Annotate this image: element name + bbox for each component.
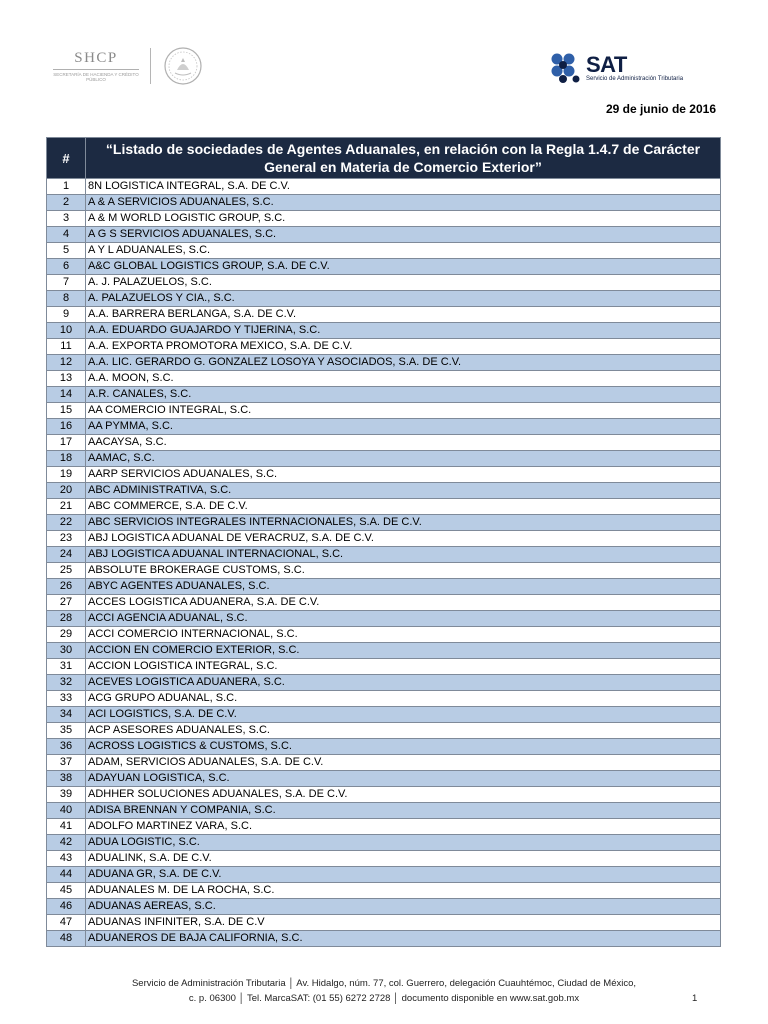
row-number: 2 [47, 195, 86, 211]
company-name: ADUANALES M. DE LA ROCHA, S.C. [86, 883, 721, 899]
row-number: 8 [47, 291, 86, 307]
sat-logo-subtext: Servicio de Administración Tributaria [586, 75, 684, 82]
company-name: ACEVES LOGISTICA ADUANERA, S.C. [86, 675, 721, 691]
company-name: ABC SERVICIOS INTEGRALES INTERNACIONALES, S.A. DE C.V. [86, 515, 721, 531]
row-number: 48 [47, 931, 86, 947]
table-row [47, 595, 721, 611]
row-number: 12 [47, 355, 86, 371]
company-name: ABSOLUTE BROKERAGE CUSTOMS, S.C. [86, 563, 721, 579]
company-name: AA PYMMA, S.C. [86, 419, 721, 435]
company-name: ABYC AGENTES ADUANALES, S.C. [86, 579, 721, 595]
row-number: 44 [47, 867, 86, 883]
table-row [47, 915, 721, 931]
row-number: 37 [47, 755, 86, 771]
row-number: 46 [47, 899, 86, 915]
company-name: ADOLFO MARTINEZ VARA, S.C. [86, 819, 721, 835]
row-number: 32 [47, 675, 86, 691]
table-row [47, 355, 721, 371]
table-row [47, 739, 721, 755]
shcp-logo-subtext: SECRETARÍA DE HACIENDA Y CRÉDITO PÚBLICO [53, 72, 139, 82]
company-name: A. PALAZUELOS Y CIA., S.C. [86, 291, 721, 307]
table-row [47, 723, 721, 739]
table-row [47, 867, 721, 883]
company-name: ADUALINK, S.A. DE C.V. [86, 851, 721, 867]
table-row [47, 323, 721, 339]
row-number: 40 [47, 803, 86, 819]
row-number: 3 [47, 211, 86, 227]
shcp-logo [50, 44, 203, 88]
row-number: 36 [47, 739, 86, 755]
row-number: 21 [47, 499, 86, 515]
table-row [47, 435, 721, 451]
company-name: A G S SERVICIOS ADUANALES, S.C. [86, 227, 721, 243]
national-seal-icon [163, 46, 203, 86]
table-row [47, 755, 721, 771]
row-number: 16 [47, 419, 86, 435]
table-row [47, 259, 721, 275]
table-row [47, 659, 721, 675]
table-row [47, 771, 721, 787]
row-number: 33 [47, 691, 86, 707]
logo-separator [150, 48, 151, 84]
table-row [47, 819, 721, 835]
company-name: ACROSS LOGISTICS & CUSTOMS, S.C. [86, 739, 721, 755]
company-name: ADAM, SERVICIOS ADUANALES, S.A. DE C.V. [86, 755, 721, 771]
company-name: ACCION EN COMERCIO EXTERIOR, S.C. [86, 643, 721, 659]
company-name: ACCI AGENCIA ADUANAL, S.C. [86, 611, 721, 627]
row-number: 31 [47, 659, 86, 675]
row-number: 15 [47, 403, 86, 419]
table-row [47, 787, 721, 803]
company-name: A Y L ADUANALES, S.C. [86, 243, 721, 259]
row-number: 11 [47, 339, 86, 355]
row-number: 9 [47, 307, 86, 323]
table-body [47, 179, 721, 947]
company-name: A & A SERVICIOS ADUANALES, S.C. [86, 195, 721, 211]
row-number: 27 [47, 595, 86, 611]
company-name: A&C GLOBAL LOGISTICS GROUP, S.A. DE C.V. [86, 259, 721, 275]
row-number: 7 [47, 275, 86, 291]
shcp-logo-text: SHCP [74, 50, 118, 66]
company-name: A & M WORLD LOGISTIC GROUP, S.C. [86, 211, 721, 227]
row-number: 45 [47, 883, 86, 899]
row-number: 19 [47, 467, 86, 483]
document-date: 29 de junio de 2016 [605, 102, 716, 116]
row-number: 42 [47, 835, 86, 851]
table-row [47, 835, 721, 851]
table-row [47, 691, 721, 707]
company-name: ACCES LOGISTICA ADUANERA, S.A. DE C.V. [86, 595, 721, 611]
table-row [47, 563, 721, 579]
table-row [47, 499, 721, 515]
table-row [47, 339, 721, 355]
company-name: A.R. CANALES, S.C. [86, 387, 721, 403]
company-name: AACAYSA, S.C. [86, 435, 721, 451]
row-number: 20 [47, 483, 86, 499]
company-name: ACCION LOGISTICA INTEGRAL, S.C. [86, 659, 721, 675]
company-name: AARP SERVICIOS ADUANALES, S.C. [86, 467, 721, 483]
table-row [47, 931, 721, 947]
company-name: ACI LOGISTICS, S.A. DE C.V. [86, 707, 721, 723]
table-row [47, 675, 721, 691]
row-number: 4 [47, 227, 86, 243]
sat-emblem-icon [550, 52, 582, 84]
table-row [47, 387, 721, 403]
company-name: ABJ LOGISTICA ADUANAL INTERNACIONAL, S.C. [86, 547, 721, 563]
row-number: 43 [47, 851, 86, 867]
company-name: ACCI COMERCIO INTERNACIONAL, S.C. [86, 627, 721, 643]
row-number: 5 [47, 243, 86, 259]
row-number: 17 [47, 435, 86, 451]
row-number: 10 [47, 323, 86, 339]
table-row [47, 371, 721, 387]
row-number: 35 [47, 723, 86, 739]
table-row [47, 643, 721, 659]
company-name: ACG GRUPO ADUANAL, S.C. [86, 691, 721, 707]
table-row [47, 195, 721, 211]
table-row [47, 883, 721, 899]
table-row [47, 243, 721, 259]
row-number: 30 [47, 643, 86, 659]
table-row [47, 467, 721, 483]
company-name: ADUANAS AEREAS, S.C. [86, 899, 721, 915]
table-row [47, 451, 721, 467]
table-row [47, 483, 721, 499]
company-name: 8N LOGISTICA INTEGRAL, S.A. DE C.V. [86, 179, 721, 195]
sat-logo [550, 52, 683, 84]
company-name: A.A. BARRERA BERLANGA, S.A. DE C.V. [86, 307, 721, 323]
table-row [47, 307, 721, 323]
table-row [47, 707, 721, 723]
table-row [47, 179, 721, 195]
row-number: 14 [47, 387, 86, 403]
company-name: A.A. LIC. GERARDO G. GONZALEZ LOSOYA Y ASOCIADOS, S.A. DE C.V. [86, 355, 721, 371]
company-name: A.A. MOON, S.C. [86, 371, 721, 387]
row-number: 41 [47, 819, 86, 835]
row-number: 23 [47, 531, 86, 547]
table-header-row [47, 138, 721, 179]
row-number: 39 [47, 787, 86, 803]
column-header-title: “Listado de sociedades de Agentes Aduanales, en relación con la Regla 1.4.7 de Carácter General en Materia de Comercio Exterior” [86, 138, 721, 179]
row-number: 29 [47, 627, 86, 643]
table-row [47, 851, 721, 867]
company-name: ABC COMMERCE, S.A. DE C.V. [86, 499, 721, 515]
row-number: 22 [47, 515, 86, 531]
table-row [47, 275, 721, 291]
table-row [47, 515, 721, 531]
company-name: ADUANA GR, S.A. DE C.V. [86, 867, 721, 883]
table-row [47, 291, 721, 307]
row-number: 47 [47, 915, 86, 931]
table-row [47, 547, 721, 563]
table-row [47, 579, 721, 595]
company-name: A.A. EDUARDO GUAJARDO Y TIJERINA, S.C. [86, 323, 721, 339]
row-number: 26 [47, 579, 86, 595]
table-row [47, 627, 721, 643]
table-row [47, 403, 721, 419]
company-name: AA COMERCIO INTEGRAL, S.C. [86, 403, 721, 419]
company-name: A. J. PALAZUELOS, S.C. [86, 275, 721, 291]
row-number: 24 [47, 547, 86, 563]
company-name: ADHHER SOLUCIONES ADUANALES, S.A. DE C.V. [86, 787, 721, 803]
company-name: A.A. EXPORTA PROMOTORA MEXICO, S.A. DE C.V. [86, 339, 721, 355]
column-header-number: # [47, 138, 86, 179]
table-row [47, 611, 721, 627]
sat-logo-text: SAT [586, 51, 627, 77]
footer-line-2: c. p. 06300 │ Tel. MarcaSAT: (01 55) 6272 2728 │ documento disponible en www.sat.gob.mx [188, 993, 580, 1004]
row-number: 25 [47, 563, 86, 579]
table-row [47, 531, 721, 547]
page-footer [0, 976, 768, 1006]
company-name: ADUANEROS DE BAJA CALIFORNIA, S.C. [86, 931, 721, 947]
page-number: 1 [692, 993, 698, 1004]
company-name: ADUA LOGISTIC, S.C. [86, 835, 721, 851]
table-row [47, 211, 721, 227]
row-number: 18 [47, 451, 86, 467]
row-number: 28 [47, 611, 86, 627]
table-row [47, 899, 721, 915]
table-row [47, 419, 721, 435]
shcp-logo-rule [53, 69, 139, 70]
company-name: ADISA BRENNAN Y COMPANIA, S.C. [86, 803, 721, 819]
table-row [47, 227, 721, 243]
company-name: ACP ASESORES ADUANALES, S.C. [86, 723, 721, 739]
company-name: ABJ LOGISTICA ADUANAL DE VERACRUZ, S.A. DE C.V. [86, 531, 721, 547]
row-number: 34 [47, 707, 86, 723]
company-name: ADUANAS INFINITER, S.A. DE C.V [86, 915, 721, 931]
row-number: 13 [47, 371, 86, 387]
row-number: 6 [47, 259, 86, 275]
agents-table [46, 137, 721, 947]
table-row [47, 803, 721, 819]
row-number: 1 [47, 179, 86, 195]
company-name: ADAYUAN LOGISTICA, S.C. [86, 771, 721, 787]
company-name: AAMAC, S.C. [86, 451, 721, 467]
company-name: ABC ADMINISTRATIVA, S.C. [86, 483, 721, 499]
row-number: 38 [47, 771, 86, 787]
footer-line-1: Servicio de Administración Tributaria │ Av. Hidalgo, núm. 77, col. Guerrero, delegación Cuauhtémoc, Ciudad de México, [131, 978, 637, 989]
